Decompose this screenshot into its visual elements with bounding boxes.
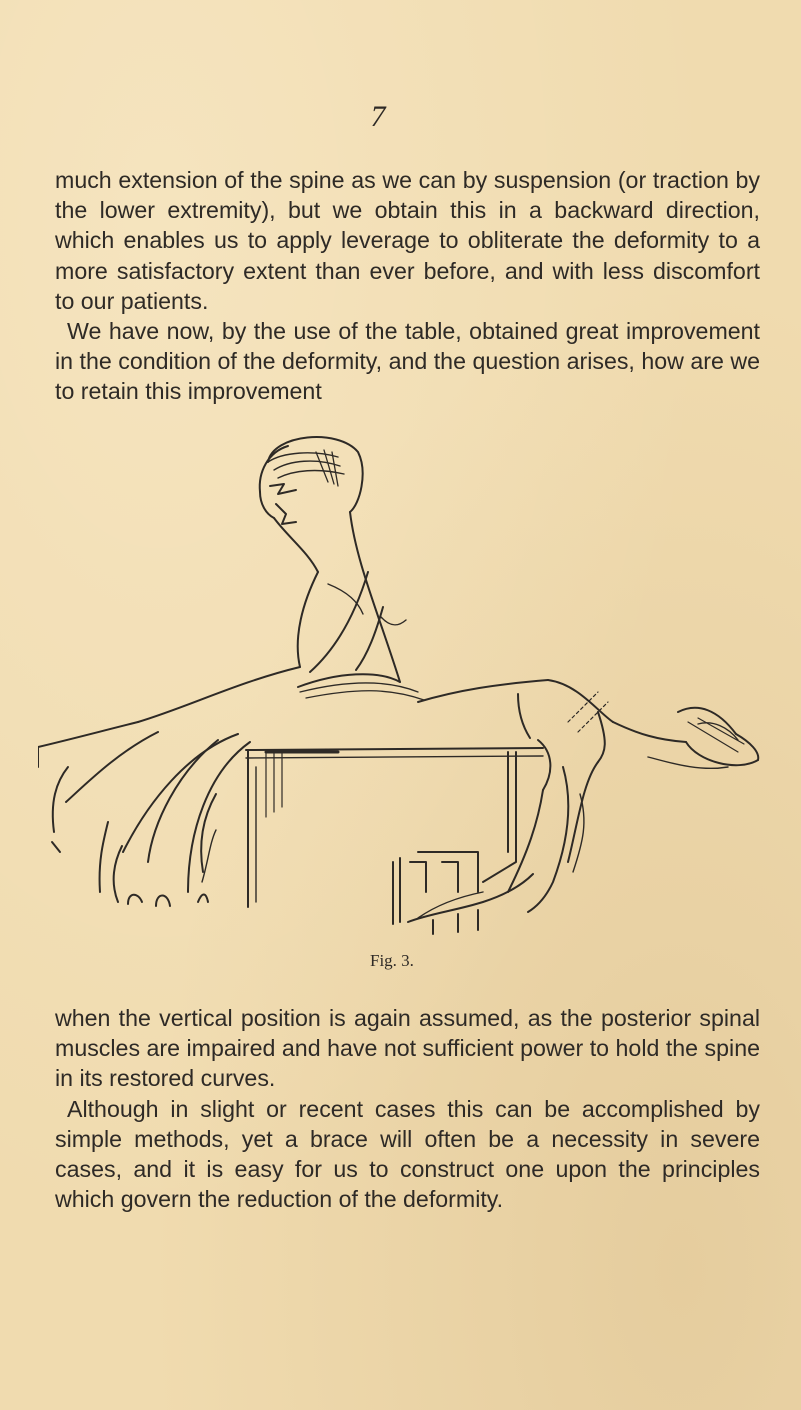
figure-caption: Fig. 3. [370, 951, 414, 970]
drapery [38, 722, 250, 906]
bottom-text-block [55, 1003, 760, 1214]
figure-illustration [38, 422, 773, 944]
paragraph: much extension of the spine as we can by suspension (or traction by the lower extremity), but we obtain this in a backward direction, which enables us to apply leverage to obliterate the deformity to a more satisfactory extent than ever before, and with less discomfort to our patients. [55, 167, 760, 314]
paragraph: Although in slight or recent cases this can be accomplished by simple methods, yet a brace will often be a necessity in severe cases, and it is easy for us to construct one upon the principles which govern the reduction of the deformity. [55, 1095, 760, 1213]
torso [138, 512, 424, 722]
head [260, 437, 363, 524]
paragraph: We have now, by the use of the table, obtained great improvement in the condition of the deformity, and the question arises, how are we to retain this improvement [55, 318, 760, 405]
table [201, 748, 543, 934]
page-number: 7 [370, 100, 386, 133]
legs [418, 680, 758, 912]
top-text-block [55, 165, 760, 407]
paragraph: when the vertical position is again assumed, as the posterior spinal muscles are impaired and have not sufficient power to hold the spine in its restored curves. [55, 1005, 760, 1092]
